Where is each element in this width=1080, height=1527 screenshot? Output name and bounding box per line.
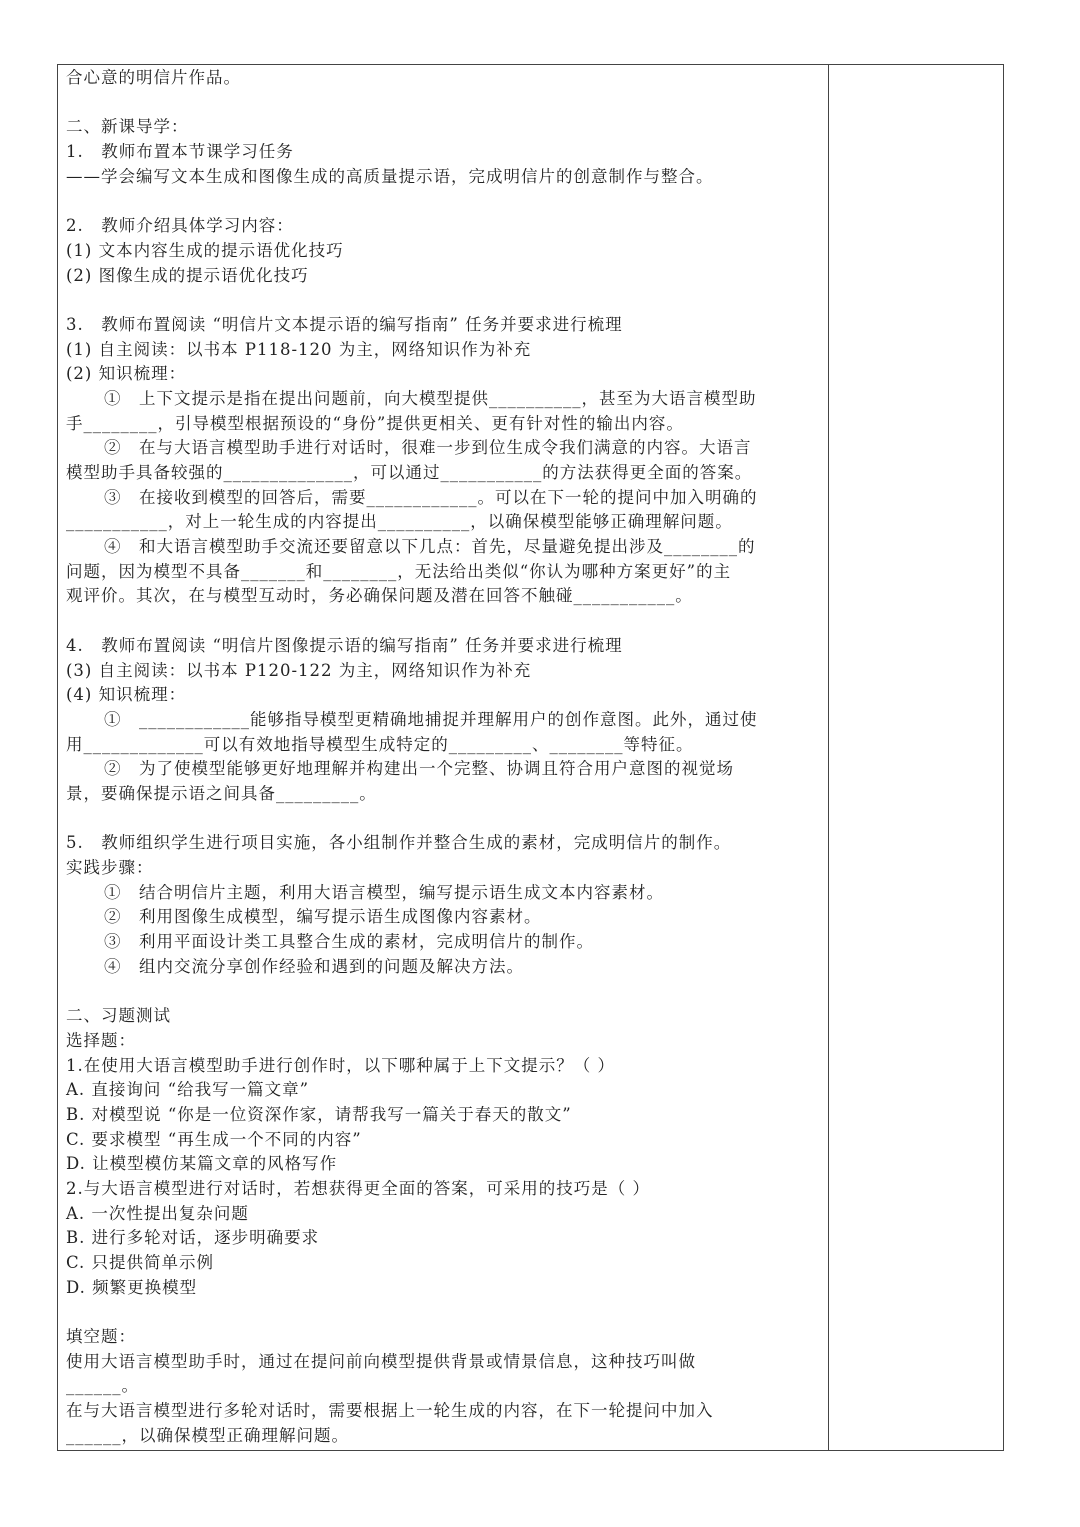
text-line: ______，以确保模型正确理解问题。 [66, 1425, 349, 1445]
blank-line [66, 91, 822, 116]
text-line: C. 只提供简单示例 [66, 1253, 215, 1272]
blank-line [66, 979, 822, 1004]
text-line: ② 利用图像生成模型，编写提示语生成图像内容素材。 [104, 907, 542, 927]
text-line: A. 一次性提出复杂问题 [66, 1203, 249, 1223]
blank-line [66, 609, 822, 634]
text-line: (1) 自主阅读：以书本 P118-120 为主，网络知识作为补充 [66, 339, 532, 359]
text-line: (2) 知识梳理： [66, 364, 187, 384]
text-line: 3. 教师布置阅读 “明信片文本提示语的编写指南” 任务并要求进行梳理 [66, 314, 623, 334]
text-line: 合心意的明信片作品。 [66, 68, 241, 87]
text-line: 4. 教师布置阅读 “明信片图像提示语的编写指南” 任务并要求进行梳理 [66, 635, 623, 655]
text-line: 二、新课导学： [66, 117, 189, 137]
blank-line [66, 288, 822, 313]
text-line: (1) 文本内容生成的提示语优化技巧 [66, 240, 344, 260]
text-line: C. 要求模型 “再生成一个不同的内容” [66, 1129, 362, 1149]
text-line: ③ 在接收到模型的回答后，需要____________。可以在下一轮的提问中加入明确的 [104, 487, 758, 507]
text-line: ——学会编写文本生成和图像生成的高质量提示语，完成明信片的创意制作与整合。 [66, 166, 714, 186]
text-line: B. 对模型说 “你是一位资深作家，请帮我写一篇关于春天的散文” [66, 1104, 572, 1124]
text-line: 实践步骤： [66, 858, 154, 877]
text-line: (4) 知识梳理： [66, 685, 187, 705]
text-line: 景，要确保提示语之间具备_________。 [66, 783, 377, 803]
text-line: 选择题： [66, 1030, 136, 1050]
text-line: B. 进行多轮对话，逐步明确要求 [66, 1228, 320, 1248]
text-line: ___________，对上一轮生成的内容提出__________，以确保模型能够正确理解问题。 [66, 512, 733, 532]
lesson-content-cell [66, 66, 822, 1449]
text-line: 1.在使用大语言模型助手进行创作时，以下哪种属于上下文提示？（ ） [66, 1055, 615, 1075]
text-line: 2.与大语言模型进行对话时，若想获得更全面的答案，可采用的技巧是（ ） [66, 1178, 650, 1198]
text-line: 填空题： [66, 1327, 136, 1347]
column-divider [828, 64, 829, 1451]
text-line: D. 频繁更换模型 [66, 1277, 198, 1297]
text-line: 在与大语言模型进行多轮对话时，需要根据上一轮生成的内容，在下一轮提问中加入 [66, 1401, 714, 1421]
text-line: ② 在与大语言模型助手进行对话时，很难一步到位生成令我们满意的内容。大语言 [104, 438, 752, 458]
text-line: A. 直接询问 “给我写一篇文章” [66, 1080, 310, 1100]
text-line: 1. 教师布置本节课学习任务 [66, 142, 294, 162]
blank-line [66, 807, 822, 832]
text-line: 使用大语言模型助手时，通过在提问前向模型提供背景或情景信息，这种技巧叫做 [66, 1351, 696, 1371]
text-line: 5. 教师组织学生进行项目实施，各小组制作并整合生成的素材，完成明信片的制作。 [66, 833, 732, 853]
text-line: ① 上下文提示是指在提出问题前，向大模型提供__________，甚至为大语言模型助 [104, 388, 757, 408]
text-line: D. 让模型模仿某篇文章的风格写作 [66, 1154, 338, 1174]
text-line: ③ 利用平面设计类工具整合生成的素材，完成明信片的制作。 [104, 932, 594, 952]
text-line: 手________，引导模型根据预设的“身份”提供更相关、更有针对性的输出内容。 [66, 413, 684, 433]
text-line: ② 为了使模型能够更好地理解并构建出一个完整、协调且符合用户意图的视觉场 [104, 759, 734, 779]
blank-line [66, 189, 822, 214]
text-line: 模型助手具备较强的______________，可以通过___________的方法获得更全面的答案。 [66, 463, 753, 482]
text-line: 用_____________可以有效地指导模型生成特定的_________、________等特征。 [66, 734, 694, 754]
text-line: ④ 组内交流分享创作经验和遇到的问题及解决方法。 [104, 956, 524, 976]
text-line: ④ 和大语言模型助手交流还要留意以下几点：首先，尽量避免提出涉及________的 [104, 537, 756, 557]
text-line: 观评价。其次，在与模型互动时，务必确保问题及潜在回答不触碰___________。 [66, 586, 693, 606]
text-line: ______。 [66, 1376, 139, 1396]
text-line: ① ____________能够指导模型更精确地捕捉并理解用户的创作意图。此外，通过使 [104, 709, 758, 729]
text-line: (3) 自主阅读：以书本 P120-122 为主，网络知识作为补充 [66, 660, 532, 680]
text-line: 二、习题测试 [66, 1006, 171, 1026]
text-line: 问题，因为模型不具备_______和________，无法给出类似“你认为哪种方案更好”的主 [66, 561, 732, 581]
blank-line [66, 1300, 822, 1325]
text-line: 2. 教师介绍具体学习内容： [66, 216, 294, 236]
text-line: (2) 图像生成的提示语优化技巧 [66, 265, 309, 285]
text-line: ① 结合明信片主题，利用大语言模型，编写提示语生成文本内容素材。 [104, 882, 664, 902]
